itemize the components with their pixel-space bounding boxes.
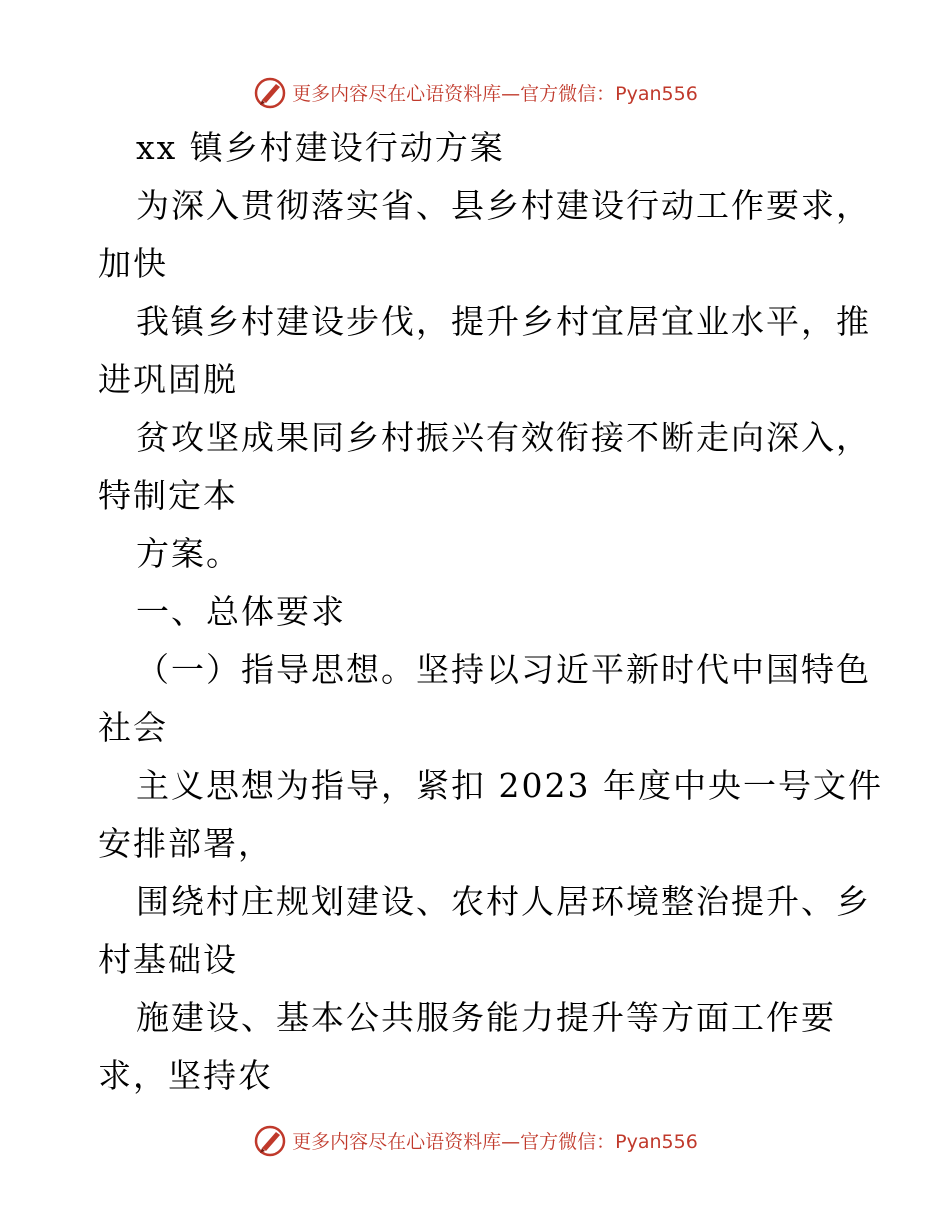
document-line: xx 镇乡村建设行动方案 <box>136 128 505 167</box>
document-line: 主义思想为指导，紧扣 2023 年度中央一号文件 <box>136 766 883 805</box>
document-line: 求，坚持农 <box>98 1056 273 1095</box>
footer-banner-text: 更多内容尽在心语资料库—官方微信：Pyan556 <box>292 1130 698 1153</box>
document-line: 我镇乡村建设步伐，提升乡村宜居宜业水平，推 <box>136 302 871 341</box>
header-banner <box>0 72 950 112</box>
pen-logo-icon <box>252 74 288 110</box>
document-line: 加快 <box>98 244 168 283</box>
pen-logo-icon <box>252 1122 288 1158</box>
header-banner-text: 更多内容尽在心语资料库—官方微信：Pyan556 <box>292 82 698 105</box>
document-line: 方案。 <box>136 534 241 573</box>
footer-banner <box>0 1120 950 1160</box>
document-line: （一）指导思想。坚持以习近平新时代中国特色 <box>136 650 871 689</box>
document-line: 社会 <box>98 708 168 747</box>
document-body <box>98 128 883 1114</box>
document-line: 安排部署， <box>98 824 273 863</box>
document-line: 贫攻坚成果同乡村振兴有效衔接不断走向深入， <box>136 418 871 457</box>
document-line: 进巩固脱 <box>98 360 238 399</box>
document-line: 施建设、基本公共服务能力提升等方面工作要 <box>136 998 836 1037</box>
document-line: 特制定本 <box>98 476 238 515</box>
document-line: 为深入贯彻落实省、县乡村建设行动工作要求， <box>136 186 871 225</box>
document-line: 村基础设 <box>98 940 238 979</box>
document-line: 一、总体要求 <box>136 592 346 631</box>
document-line: 围绕村庄规划建设、农村人居环境整治提升、乡 <box>136 882 871 921</box>
